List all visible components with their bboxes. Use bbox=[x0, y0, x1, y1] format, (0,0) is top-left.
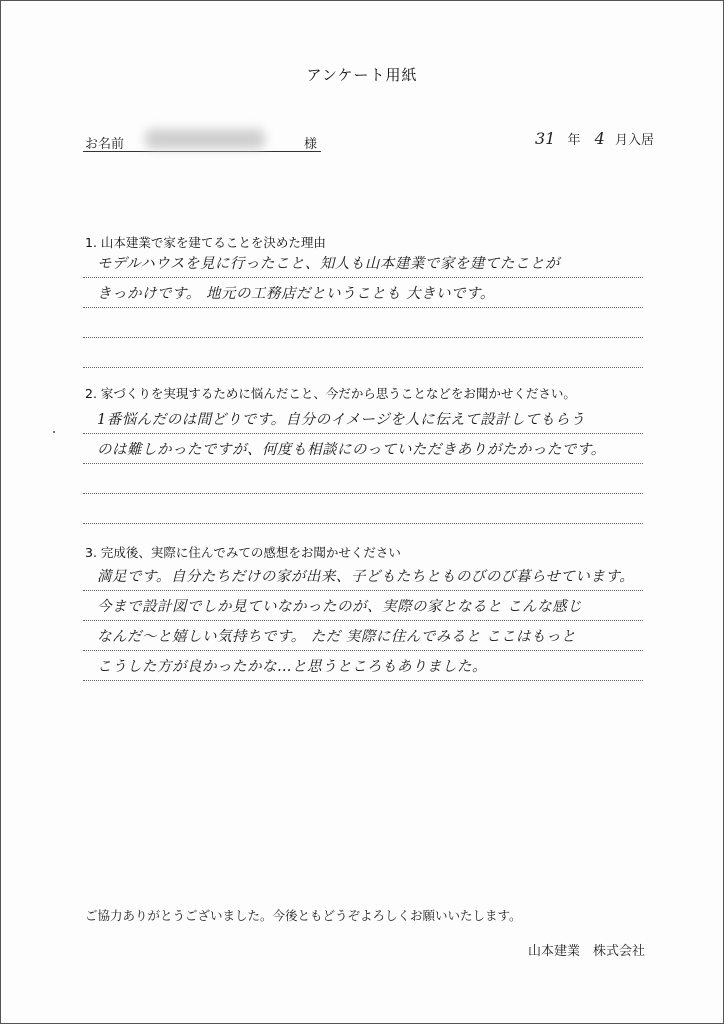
name-field bbox=[83, 133, 321, 152]
move-in-year-unit: 年 bbox=[567, 133, 581, 148]
handwritten-answer: 今まで設計図でしか見ていなかったのが、実際の家となると こんな感じ bbox=[97, 599, 583, 615]
answer-line bbox=[83, 404, 643, 434]
answer-line bbox=[83, 278, 643, 308]
paper-speck bbox=[53, 431, 55, 433]
handwritten-answer: モデルハウスを見に行ったこと、知人も山本建業で家を建てたことが bbox=[97, 256, 560, 272]
name-label: お名前 bbox=[85, 137, 125, 152]
company-name: 山本建業 株式会社 bbox=[527, 944, 645, 959]
question-3-title: 3. 完成後、実際に住んでみての感想をお聞かせください bbox=[85, 545, 401, 560]
question-2-title: 2. 家づくりを実現するために悩んだこと、今だから思うことなどをお聞かせください。 bbox=[85, 386, 576, 401]
handwritten-answer: きっかけです。 地元の工務店だということも 大きいです。 bbox=[97, 286, 495, 302]
closing-message: ご協力ありがとうございました。今後ともどうぞよろしくお願いいたします。 bbox=[85, 908, 522, 923]
handwritten-answer: 満足です。自分たちだけの家が出来、子どもたちとものびのび暮らせています。 bbox=[97, 569, 635, 585]
answer-line bbox=[83, 434, 643, 464]
move-in-date bbox=[535, 129, 654, 148]
answer-line bbox=[83, 591, 643, 621]
answer-line bbox=[83, 464, 643, 494]
page-title: アンケート用紙 bbox=[306, 66, 418, 84]
answer-line bbox=[83, 651, 643, 681]
question-3-answer-lines bbox=[83, 561, 643, 681]
move-in-month-unit: 月入居 bbox=[614, 133, 654, 148]
answer-line bbox=[83, 621, 643, 651]
answer-line bbox=[83, 308, 643, 338]
handwritten-answer: こうした方が良かったかな…と思うところもありました。 bbox=[97, 659, 487, 675]
answer-line bbox=[83, 248, 643, 278]
handwritten-answer: のは難しかったですが、何度も相談にのっていただきありがたかったです。 bbox=[97, 442, 606, 458]
handwritten-answer: 1番悩んだのは間どりです。自分のイメージを人に伝えて設計してもらう bbox=[97, 412, 586, 428]
question-1-title: 1. 山本建業で家を建てることを決めた理由 bbox=[85, 235, 326, 250]
handwritten-answer: なんだ〜と嬉しい気持ちです。 ただ 実際に住んでみると ここはもっと bbox=[97, 629, 577, 645]
answer-line bbox=[83, 494, 643, 524]
question-1-answer-lines bbox=[83, 248, 643, 368]
name-honorific: 様 bbox=[303, 137, 317, 152]
move-in-year-value: 31 bbox=[535, 129, 556, 148]
redacted-name bbox=[145, 129, 265, 149]
move-in-month-value: 4 bbox=[594, 129, 605, 148]
question-2-answer-lines bbox=[83, 404, 643, 524]
answer-line bbox=[83, 561, 643, 591]
answer-line bbox=[83, 338, 643, 368]
